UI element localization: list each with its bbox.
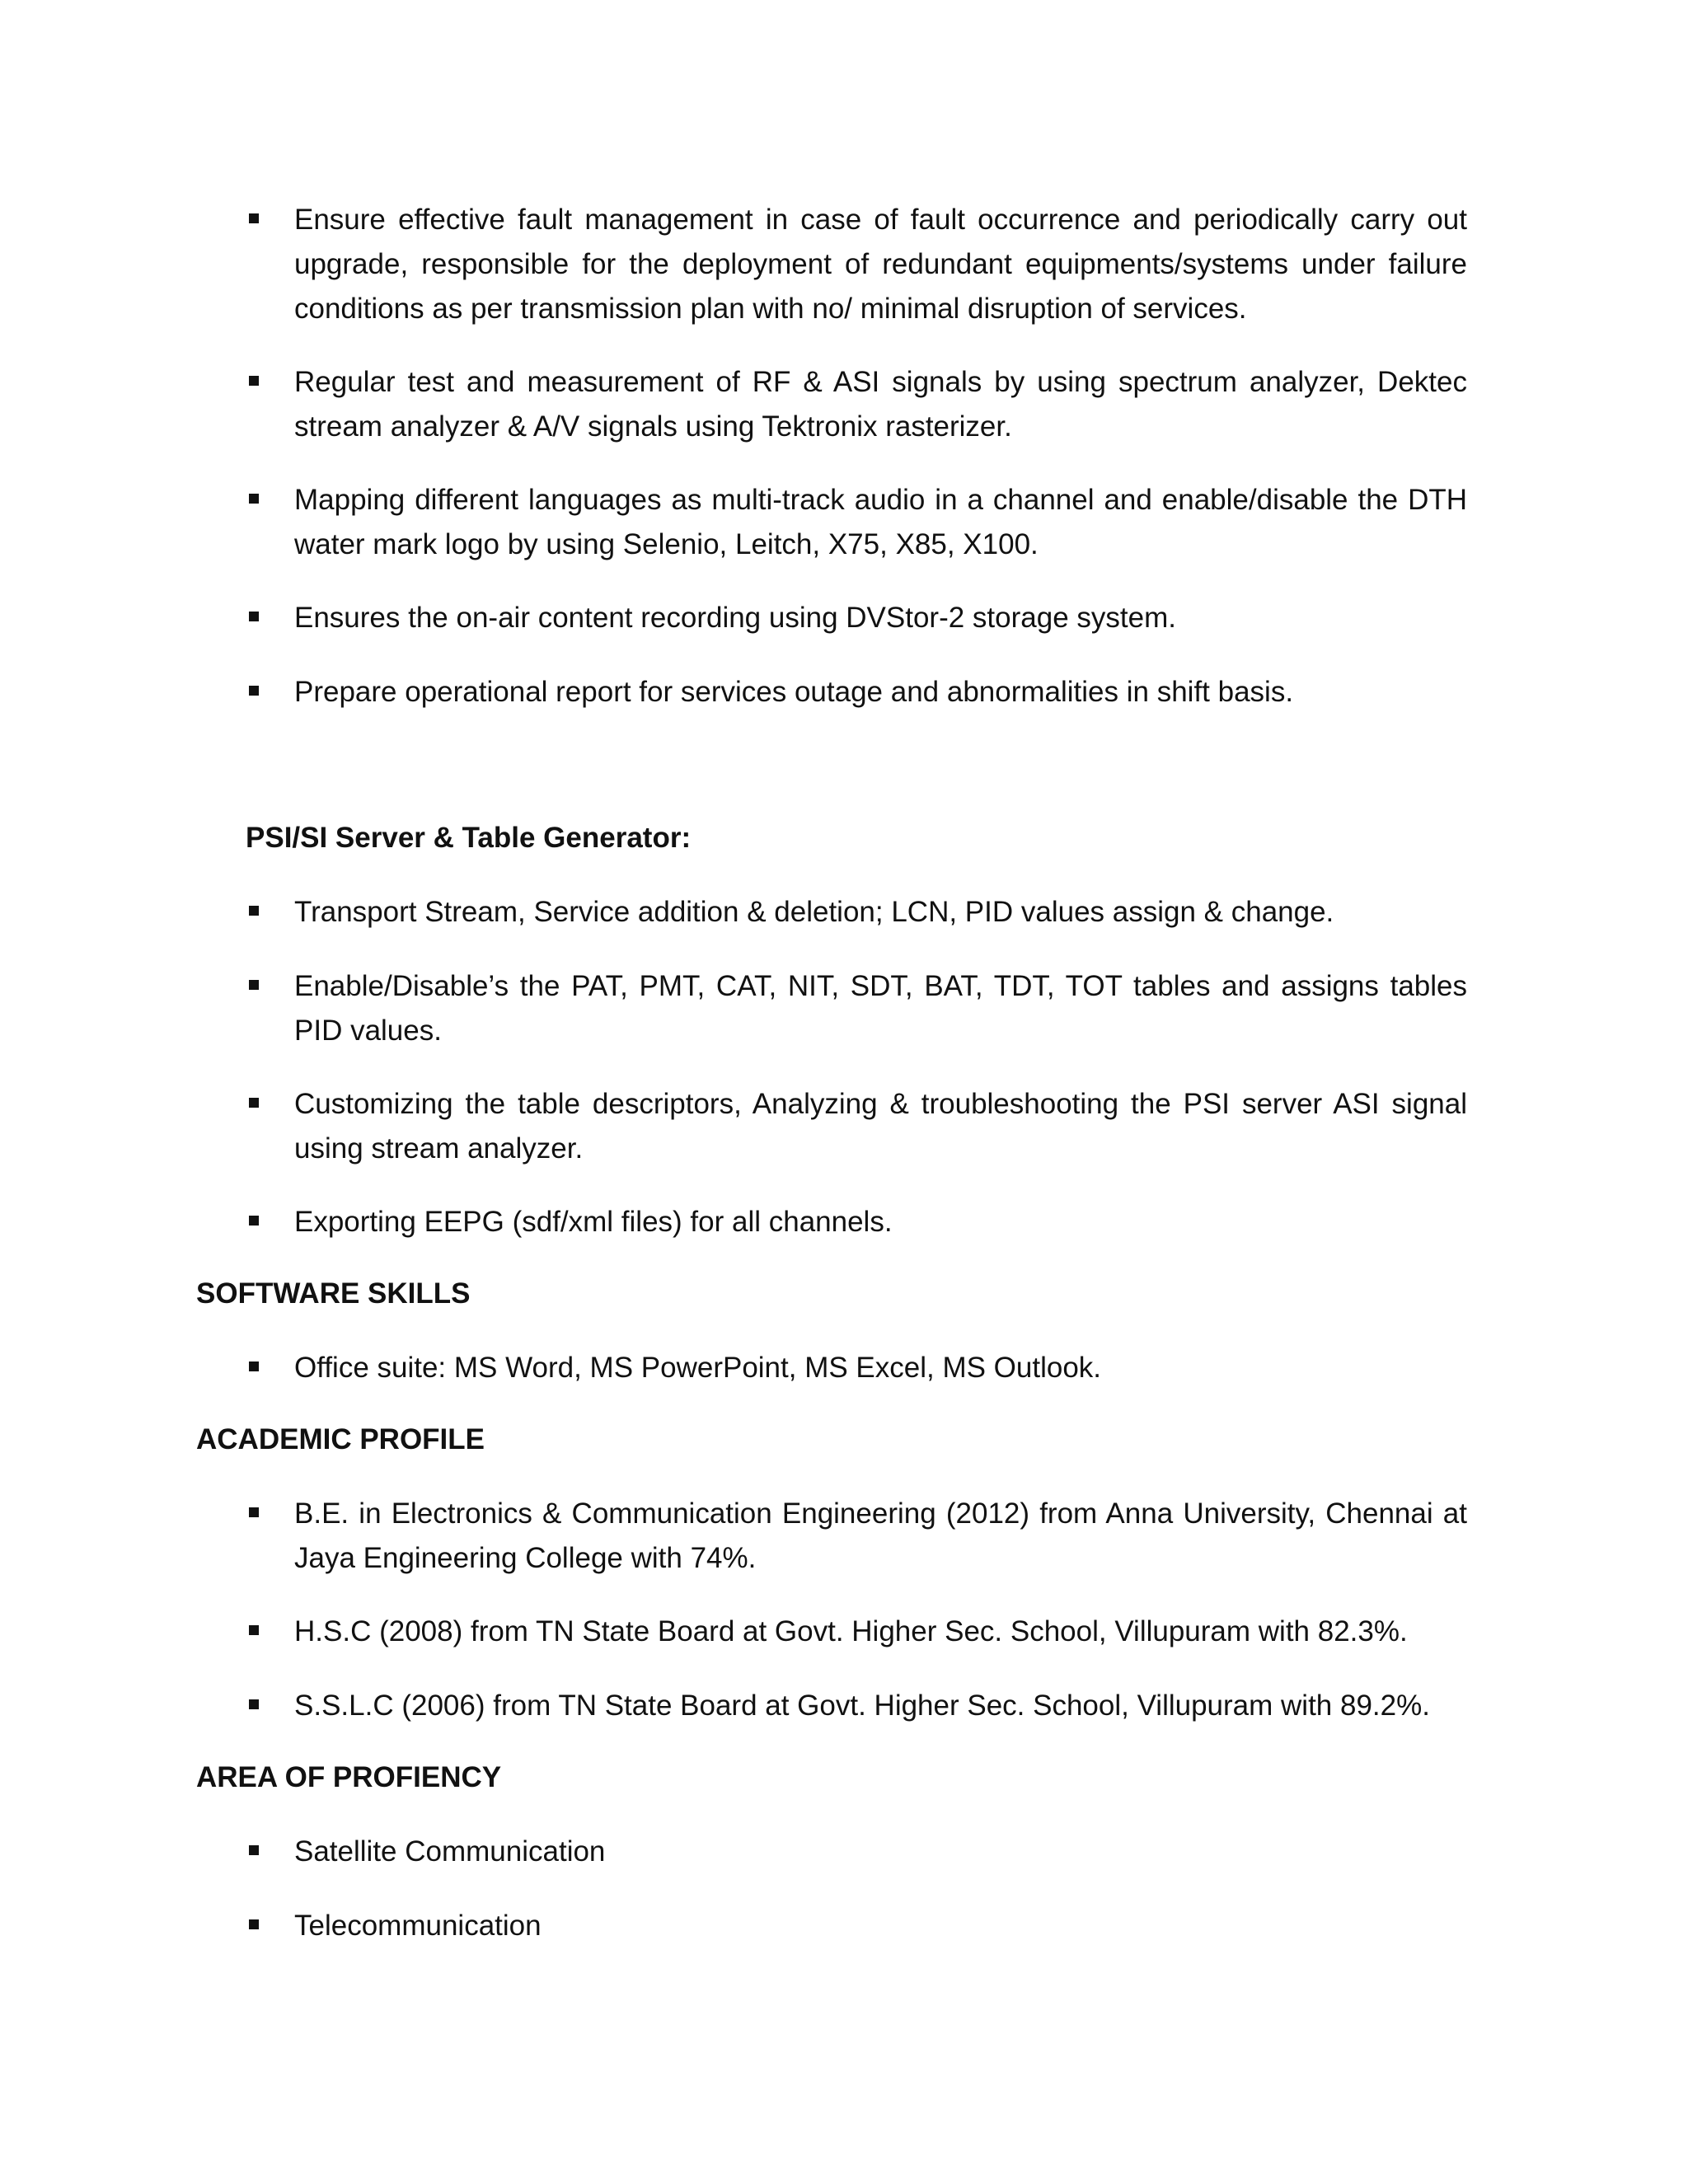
bullet-marker (249, 1699, 259, 1709)
list-item-text: Enable/Disable’s the PAT, PMT, CAT, NIT, SDT, BAT, TDT, TOT tables and assigns tables PID values. (294, 970, 1467, 1047)
section-heading-academic-profile: ACADEMIC PROFILE (196, 1423, 485, 1455)
list-item-text: Mapping different languages as multi-track audio in a channel and enable/disable the DTH water mark logo by using Selenio, Leitch, X75, X85, X100. (294, 484, 1467, 560)
bullet-marker (249, 376, 259, 386)
list-item-text: Prepare operational report for services outage and abnormalities in shift basis. (294, 676, 1294, 708)
bullet-marker (249, 1919, 259, 1929)
bullet-marker (249, 1507, 259, 1517)
section-heading-psi: PSI/SI Server & Table Generator: (246, 822, 692, 854)
list-item-text: S.S.L.C (2006) from TN State Board at Govt. Higher Sec. School, Villupuram with 89.2%. (294, 1690, 1430, 1722)
list-item-text: Regular test and measurement of RF & ASI signals by using spectrum analyzer, Dektec stream analyzer & A/V signals using Tektronix rasterizer. (294, 366, 1467, 443)
list-item-text: Satellite Communication (294, 1835, 606, 1868)
bullet-marker (249, 213, 259, 223)
bullet-marker (249, 1361, 259, 1371)
bullet-marker (249, 1845, 259, 1855)
list-item-text: Telecommunication (294, 1910, 542, 1942)
bullet-marker (249, 906, 259, 916)
list-item-text: Ensure effective fault management in case of fault occurrence and periodically carry out upgrade, responsible for the deployment of redundant equipments/systems under failure conditions as per transmission plan with no/ minimal disruption of services. (294, 204, 1467, 325)
bullet-marker (249, 494, 259, 504)
bullet-marker (249, 612, 259, 621)
list-item-text: B.E. in Electronics & Communication Engineering (2012) from Anna University, Chennai at Jaya Engineering College with 74%. (294, 1497, 1467, 1574)
list-item-text: Customizing the table descriptors, Analyzing & troubleshooting the PSI server ASI signal using stream analyzer. (294, 1088, 1467, 1165)
list-item-text: Office suite: MS Word, MS PowerPoint, MS Excel, MS Outlook. (294, 1352, 1102, 1384)
list-item-text: H.S.C (2008) from TN State Board at Govt. Higher Sec. School, Villupuram with 82.3%. (294, 1615, 1408, 1647)
list-item-text: Transport Stream, Service addition & deletion; LCN, PID values assign & change. (294, 896, 1334, 928)
bullet-marker (249, 980, 259, 990)
section-heading-software-skills: SOFTWARE SKILLS (196, 1277, 471, 1310)
bullet-marker (249, 1216, 259, 1226)
section-heading-area-of-proficiency: AREA OF PROFIENCY (196, 1761, 502, 1793)
bullet-marker (249, 686, 259, 696)
list-item-text: Ensures the on-air content recording using DVStor-2 storage system. (294, 602, 1176, 634)
bullet-marker (249, 1625, 259, 1635)
bullet-marker (249, 1098, 259, 1108)
list-item-text: Exporting EEPG (sdf/xml files) for all channels. (294, 1206, 893, 1238)
